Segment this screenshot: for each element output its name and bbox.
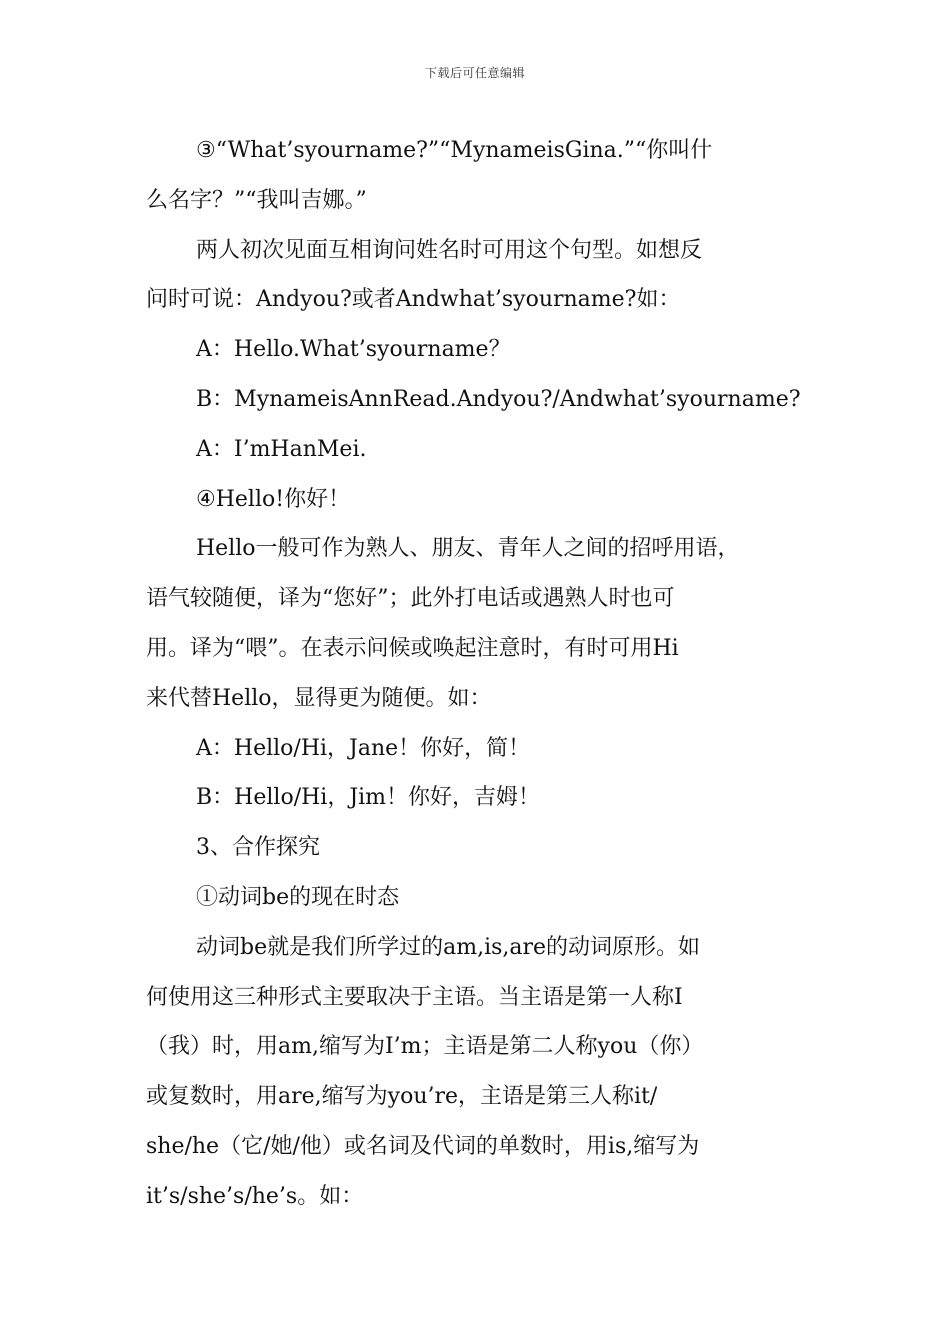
document-body [146, 126, 810, 1222]
paragraph-line: 来代替Hello，显得更为随便。如： [146, 685, 492, 711]
paragraph-line: 何使用这三种形式主要取决于主语。当主语是第一人称I [146, 984, 683, 1010]
paragraph-line: 两人初次见面互相询问姓名时可用这个句型。如想反 [196, 237, 703, 263]
paragraph-line: she/he（它/她/他）或名词及代词的单数时，用is,缩写为 [146, 1133, 700, 1159]
dialogue-line: A：Hello.What’syourname？ [196, 337, 511, 363]
dialogue-line: A：I’mHanMei. [196, 436, 367, 462]
section-heading: 3、合作探究 [196, 835, 320, 861]
subsection-heading: ①动词be的现在时态 [196, 884, 400, 910]
paragraph-line: 么名字？”“我叫吉娜。” [146, 187, 367, 213]
paragraph-line: it’s/she’s/he’s。如： [146, 1183, 364, 1209]
header-note: 下载后可任意编辑 [424, 66, 525, 80]
paragraph-line: 语气较随便，译为“您好”；此外打电话或遇熟人时也可 [146, 586, 675, 612]
paragraph-line: ③“What’syourname?”“MynameisGina.”“你叫什 [196, 138, 713, 163]
paragraph-line: （我）时，用am,缩写为I’m；主语是第二人称you（你） [146, 1034, 704, 1060]
paragraph-line: 问时可说：Andyou?或者Andwhat’syourname?如： [146, 287, 681, 313]
paragraph-line: 动词be就是我们所学过的am,is,are的动词原形。如 [196, 934, 701, 960]
paragraph-line: Hello一般可作为熟人、朋友、青年人之间的招呼用语， [196, 536, 740, 562]
dialogue-line: A：Hello/Hi，Jane！你好，简！ [196, 735, 531, 761]
paragraph-line: 或复数时，用are,缩写为you’re，主语是第三人称it/ [146, 1084, 658, 1110]
dialogue-line: B：Hello/Hi，Jim！你好，吉姆！ [196, 785, 541, 811]
paragraph-line: ④Hello!你好！ [196, 486, 351, 512]
dialogue-line: B：MynameisAnnRead.Andyou?/Andwhat’syourname? [196, 386, 801, 412]
paragraph-line: 用。译为“喂”。在表示问候或唤起注意时，有时可用Hi [146, 635, 679, 661]
